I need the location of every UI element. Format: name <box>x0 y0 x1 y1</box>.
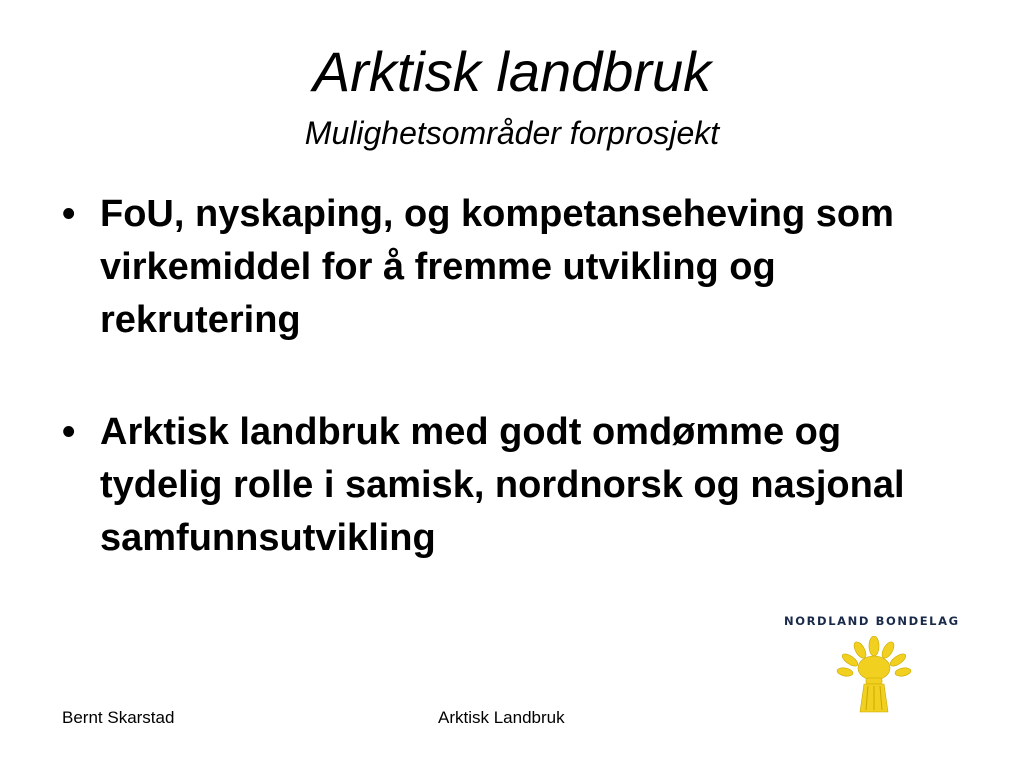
bullet-item <box>62 406 962 565</box>
nordland-bondelag-logo <box>784 614 970 714</box>
wheat-sheaf-icon <box>836 636 912 714</box>
bullet-item <box>62 188 962 347</box>
bullet-text: Arktisk landbruk med godt omdømme og tydelig rolle i samisk, nordnorsk og nasjonal samfunnsutvikling <box>100 411 905 559</box>
bullet-list <box>62 188 962 624</box>
footer-author: Bernt Skarstad <box>62 708 175 727</box>
logo-text: NORDLAND BONDELAG <box>784 614 960 628</box>
footer-title: Arktisk Landbruk <box>438 708 565 727</box>
slide-subtitle: Mulighetsområder forprosjekt <box>304 115 720 151</box>
bullet-dot: • <box>62 411 76 453</box>
bullet-text: FoU, nyskaping, og kompetanseheving som virkemiddel for å fremme utvikling og rekrutering <box>100 193 894 341</box>
bullet-dot: • <box>62 193 76 235</box>
slide-title: Arktisk landbruk <box>312 40 712 103</box>
